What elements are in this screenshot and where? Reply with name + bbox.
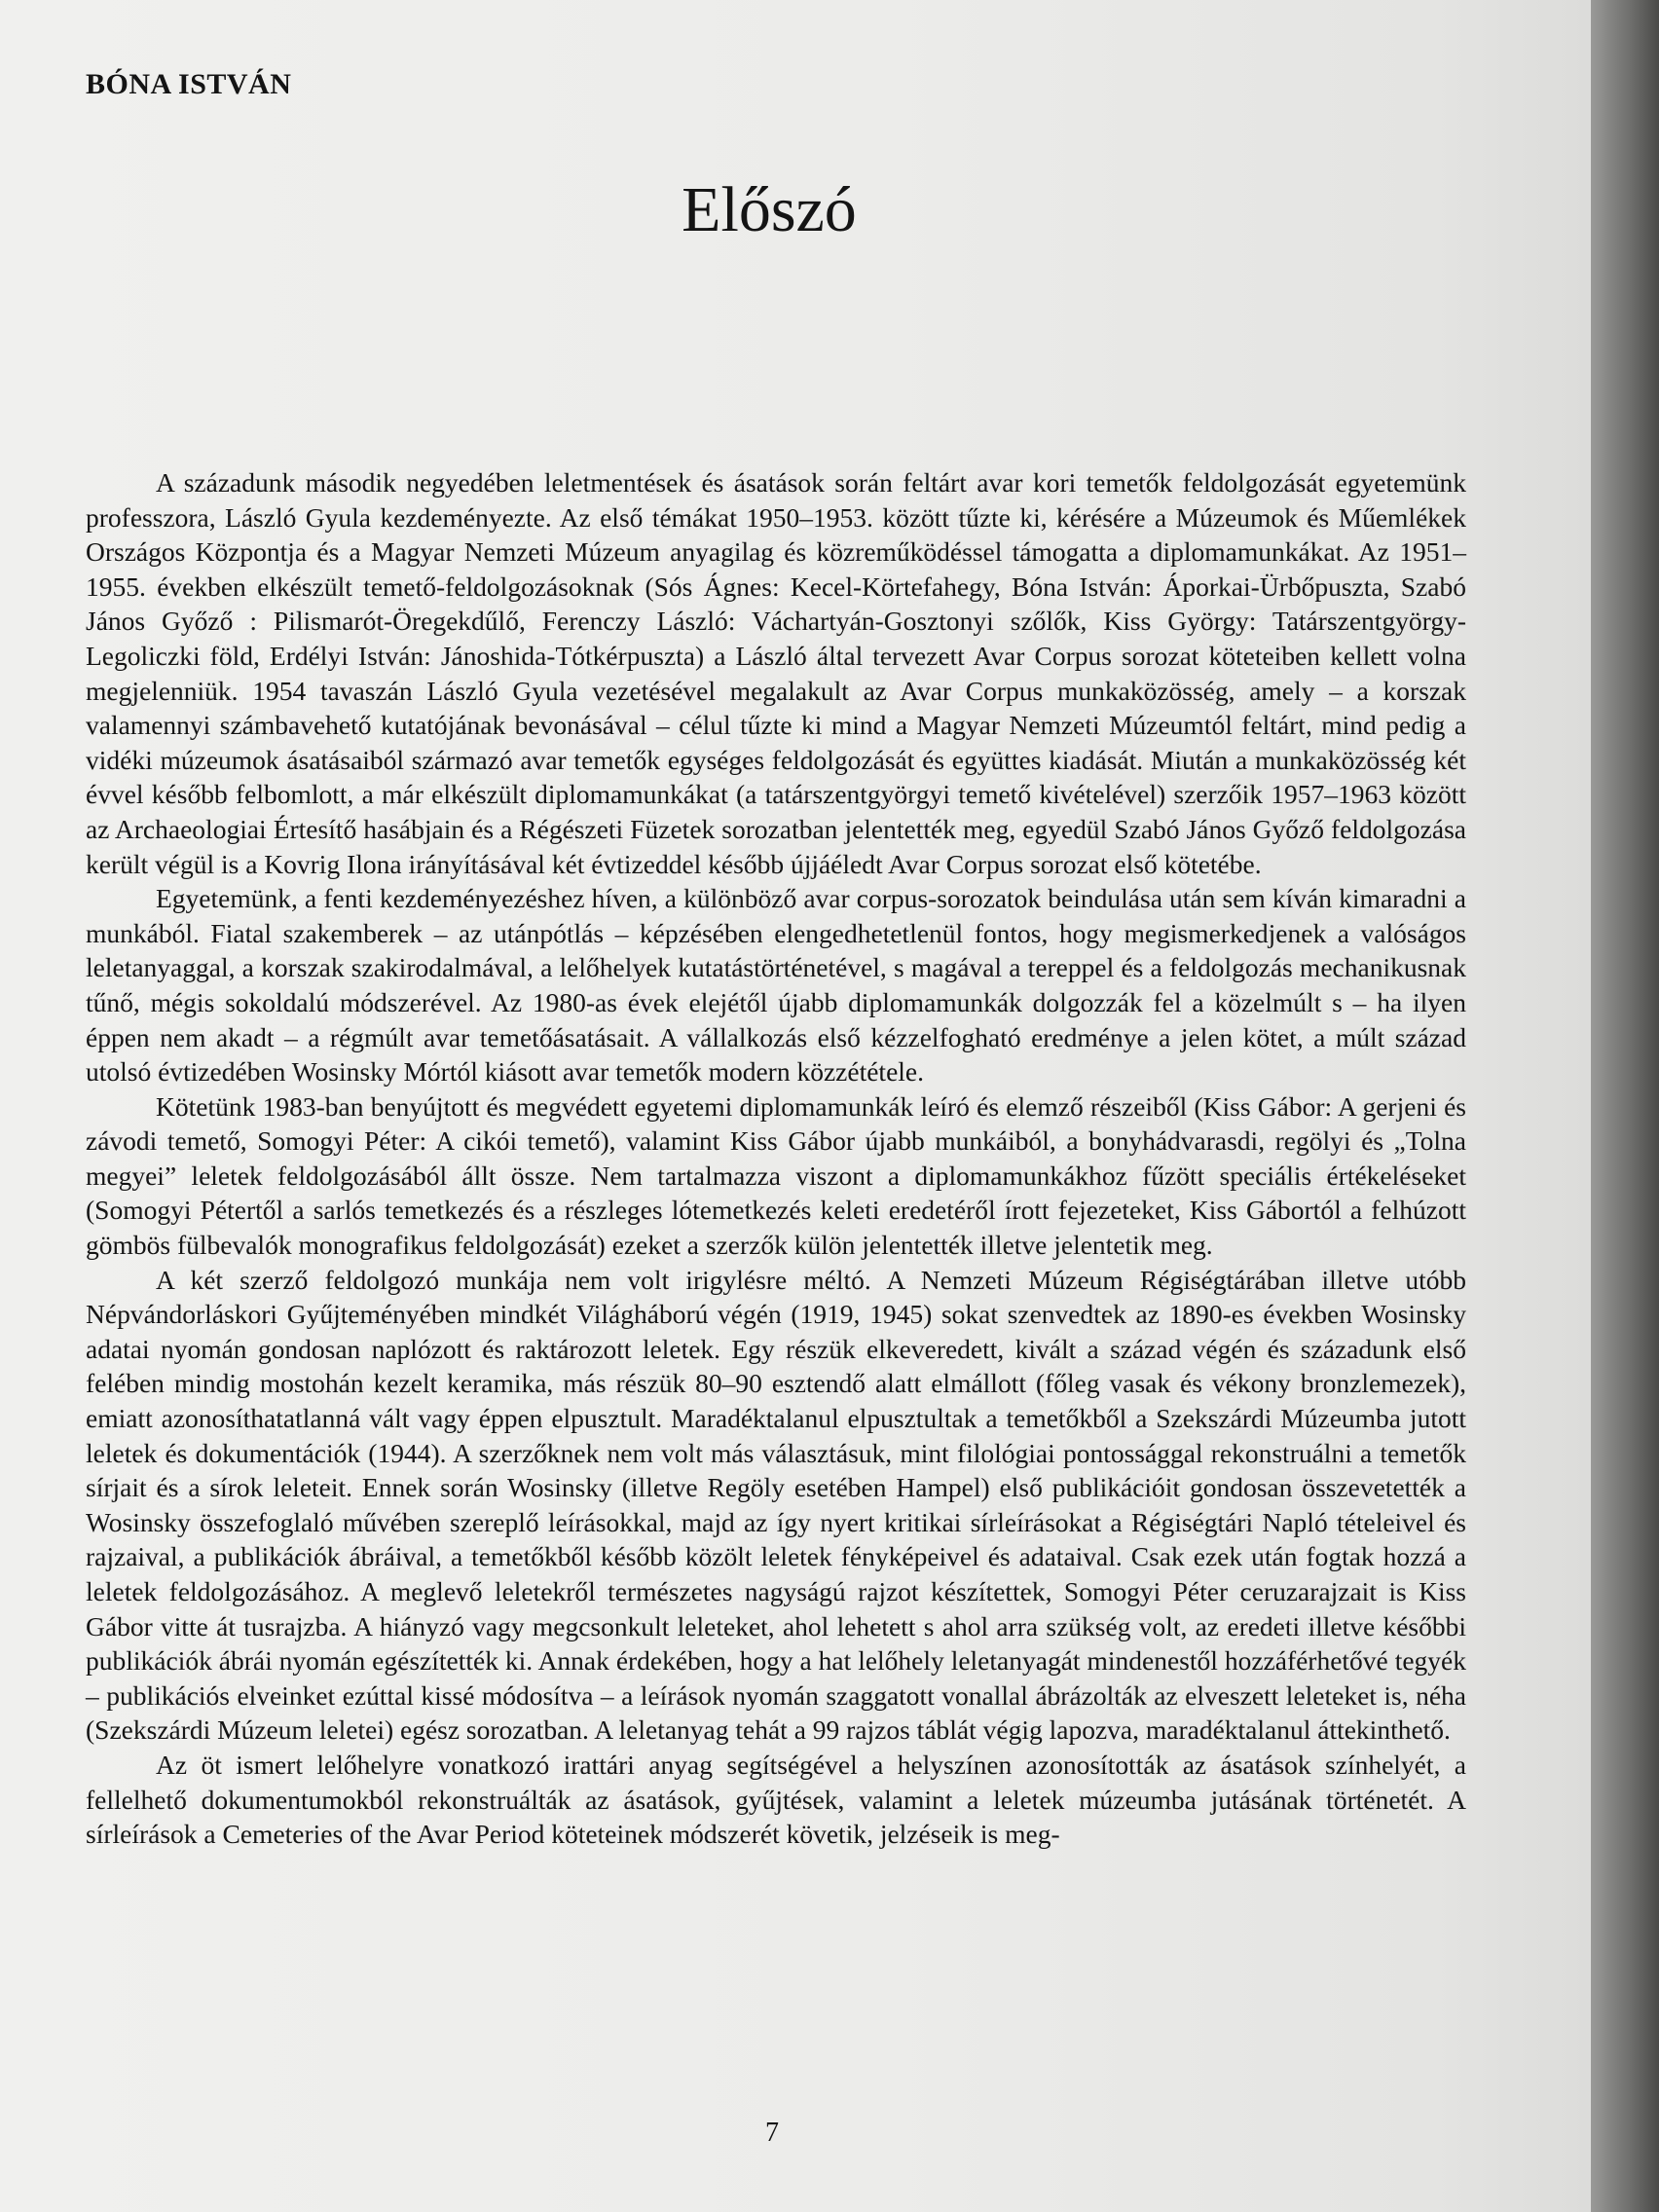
paragraph: A két szerző feldolgozó munkája nem volt irigylésre méltó. A Nemzeti Múzeum Régiségtárában illetve utóbb Népvándorláskori Gyűjteményében mindkét Világháború végén (1919, 1945) sokat szenvedtek az 1890-es években Wosinsky adatai nyomán gondosan naplózott és raktározott leletek. Egy részük elkeveredett, kivált a század végén és századunk első felében mindig mostohán kezelt keramika, más részük 80–90 esztendő alatt elmállott (főleg vasak és vékony bronzlemezek), emiatt azonosíthatatlanná vált vagy éppen elpusztult. Maradéktalanul elpusztultak a temetőkből a Szekszárdi Múzeumba jutott leletek és dokumentációk (1944). A szerzőknek nem volt más választásuk, mint filológiai pontossággal rekonstruálni a temetők sírjait és a sírok leleteit. Ennek során Wosinsky (illetve Regöly esetében Hampel) első publikációit gondosan összevetették a Wosinsky összefoglaló művében szereplő leírásokkal, majd az így nyert kritikai sírleírásokat a Régiségtári Napló tételeivel és rajzaival, a publikációk ábráival, a temetőkből később közölt leletek fényképeivel és adataival. Csak ezek után fogtak hozzá a leletek feldolgozásához. A meglevő leletekről természetes nagyságú rajzot készítettek, Somogyi Péter ceruzarajzait is Kiss Gábor vitte át tusrajzba. A hiányzó vagy megcsonkult leleteket, ahol lehetett s ahol arra szükség volt, az eredeti illetve későbbi publikációk ábrái nyomán egészítették ki. Annak érdekében, hogy a hat lelőhely leletanyagát mindenestől hozzáférhetővé tegyék – publikációs elveinket ezúttal kissé módosítva – a leírások nyomán szaggatott vonallal ábrázolták az elveszett leleteket is, néha (Szekszárdi Múzeum leletei) egész sorozatban. A leletanyag tehát a 99 rajzos táblát végig lapozva, maradéktalanul áttekinthető. (86, 1264, 1466, 1746)
paragraph: A századunk második negyedében leletmentések és ásatások során feltárt avar kori temetők feldolgozását egyetemünk professzora, László Gyula kezdeményezte. Az első témákat 1950–1953. között tűzte ki, kérésére a Múzeumok és Műemlékek Országos Központja és a Magyar Nemzeti Múzeum anyagilag és közreműködéssel támogatta a diplomamunkákat. Az 1951–1955. években elkészült temető-feldolgozásoknak (Sós Ágnes: Kecel-Körtefahegy, Bóna István: Áporkai-Ürbőpuszta, Szabó János Győző : Pilismarót-Öregekdűlő, Ferenczy László: Váchartyán-Gosztonyi szőlők, Kiss György: Tatárszentgyörgy-Legoliczki föld, Erdélyi István: Jánoshida-Tótkérpuszta) a László által tervezett Avar Corpus sorozat köteteiben kellett volna megjelenniük. 1954 tavaszán László Gyula vezetésével megalakult az Avar Corpus munkaközösség, amely – a korszak valamennyi számbavehető kutatójának bevonásával – célul tűzte ki mind a Magyar Nemzeti Múzeumtól feltárt, mind pedig a vidéki múzeumok ásatásaiból származó avar temetők egységes feldolgozását és együttes kiadását. Miután a munkaközösség két évvel később felbomlott, a már elkészült diplomamunkákat (a tatárszentgyörgyi temető kivételével) szerzőik 1957–1963 között az Archaeologiai Értesítő hasábjain és a Régészeti Füzetek sorozatban jelentették meg, egyedül Szabó János Győző feldolgozása került végül is a Kovrig Ilona irányításával két évtizeddel később újjáéledt Avar Corpus sorozat első kötetébe. (86, 467, 1466, 879)
paragraph: Egyetemünk, a fenti kezdeményezéshez híven, a különböző avar corpus-sorozatok beindulása után sem kíván kimaradni a munkából. Fiatal szakemberek – az utánpótlás – képzésében elengedhetetlenül fontos, hogy megismerkedjenek a valóságos leletanyaggal, a korszak szakirodalmával, a lelőhelyek kutatástörténetével, s magával a tereppel és a feldolgozás mechanikusnak tűnő, mégis sokoldalú módszerével. Az 1980-as évek elejétől újabb diplomamunkák dolgozzák fel a közelmúlt s – ha ilyen éppen nem akadt – a régmúlt avar temetőásatásait. A vállalkozás első kézzelfogható eredménye a jelen kötet, a múlt század utolsó évtizedében Wosinsky Mórtól kiásott avar temetők modern közzététele. (86, 883, 1466, 1088)
paragraph: Kötetünk 1983-ban benyújtott és megvédett egyetemi diplomamunkák leíró és elemző részeiből (Kiss Gábor: A gerjeni és závodi temető, Somogyi Péter: A cikói temető), valamint Kiss Gábor újabb munkáiból, a bonyhádvarasdi, regölyi és „Tolna megyei” leletek feldolgozásából állt össze. Nem tartalmazza viszont a diplomamunkákhoz fűzött speciális értékeléseket (Somogyi Pétertől a sarlós temetkezés és a részleges lótemetkezés keleti eredetéről írott fejezeteket, Kiss Gábortól a felhúzott gömbös fülbevalók monografikus feldolgozását) ezeket a szerzők külön jelentették illetve jelentetik meg. (86, 1090, 1466, 1261)
page-edge-shadow (1591, 0, 1659, 2212)
running-header-author: BÓNA ISTVÁN (86, 68, 292, 100)
paragraph: Az öt ismert lelőhelyre vonatkozó irattári anyag segítségével a helyszínen azonosították az ásatások színhelyét, a fellelhető dokumentumokból rekonstruálták az ásatások, gyűjtések, valamint a leletek múzeumba jutásának történetét. A sírleírások a Cemeteries of the Avar Period köteteinek módszerét követik, jelzéseik is meg- (86, 1749, 1466, 1850)
page-title: Előszó (682, 174, 857, 245)
page-number: 7 (765, 2118, 779, 2148)
body-text (86, 465, 1466, 1852)
